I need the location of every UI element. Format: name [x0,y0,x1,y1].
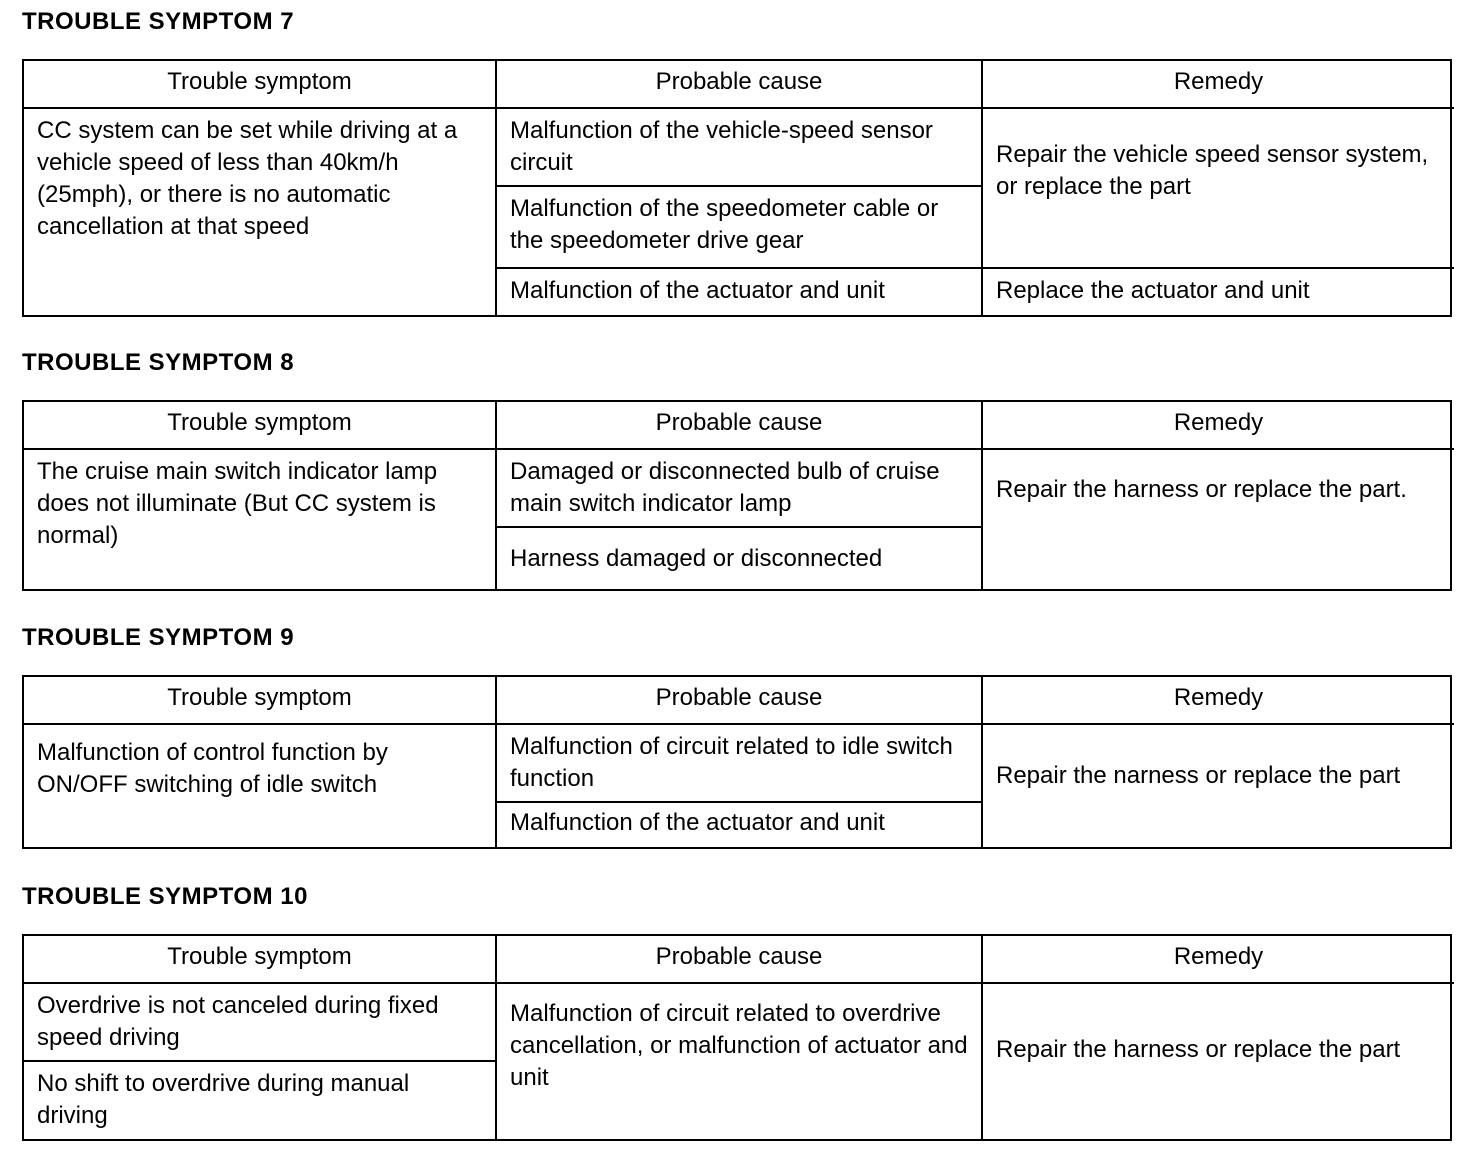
header-probable-cause: Probable cause [497,61,983,109]
header-trouble-symptom: Trouble symptom [24,936,497,984]
remedy-cell [983,109,1454,269]
cause-cell: Malfunction of the actuator and unit [497,269,983,315]
header-trouble-symptom: Trouble symptom [24,61,497,109]
symptom-cell: CC system can be set while driving at a vehicle speed of less than 40km/h (25mph), or there is no automatic cancellation at that speed [24,109,497,315]
remedy-cell [983,984,1454,1139]
header-probable-cause: Probable cause [497,677,983,725]
remedy-text: Repair the harness or replace the part [996,1035,1401,1063]
header-trouble-symptom: Trouble symptom [24,402,497,450]
table-symptom-10 [22,934,1452,1141]
remedy-cell [983,725,1454,847]
section-title-9: TROUBLE SYMPTOM 9 [22,624,295,651]
symptom-cell: The cruise main switch indicator lamp does not illuminate (But CC system is normal) [24,450,497,589]
cause-cell: Malfunction of circuit related to idle switch function [497,725,983,803]
header-remedy: Remedy [983,936,1454,984]
table-symptom-7 [22,59,1452,317]
symptom-cell: Malfunction of control function by ON/OFF switching of idle switch [24,725,497,847]
remedy-cell: Repair the harness or replace the part. [996,476,1407,503]
header-trouble-symptom: Trouble symptom [24,677,497,725]
remedy-text: Repair the narness or replace the part [996,762,1401,789]
cause-cell: Malfunction of the actuator and unit [497,803,983,847]
table-symptom-9 [22,675,1452,849]
section-title-10: TROUBLE SYMPTOM 10 [22,883,308,910]
header-probable-cause: Probable cause [497,402,983,450]
symptom-cell: Overdrive is not canceled during fixed speed driving [24,984,497,1062]
cause-cell: Malfunction of the speedometer cable or the speedometer drive gear [497,187,983,269]
symptom-cell: No shift to overdrive during manual driving [24,1062,497,1139]
cause-cell: Malfunction of the vehicle-speed sensor circuit [497,109,983,187]
cause-cell [497,528,983,589]
section-title-7: TROUBLE SYMPTOM 7 [22,8,295,35]
cause-text: Harness damaged or disconnected [510,544,883,572]
header-remedy: Remedy [983,61,1454,109]
remedy-text: Repair the vehicle speed sensor system, or replace the part [996,141,1429,200]
header-probable-cause: Probable cause [497,936,983,984]
remedy-cell: Replace the actuator and unit [996,277,1310,304]
header-remedy: Remedy [983,402,1454,450]
cause-cell: Malfunction of circuit related to overdrive cancellation, or malfunction of actuator and unit [497,984,983,1139]
header-remedy: Remedy [983,677,1454,725]
table-symptom-8 [22,400,1452,591]
section-title-8: TROUBLE SYMPTOM 8 [22,349,295,376]
cause-cell: Damaged or disconnected bulb of cruise main switch indicator lamp [497,450,983,528]
